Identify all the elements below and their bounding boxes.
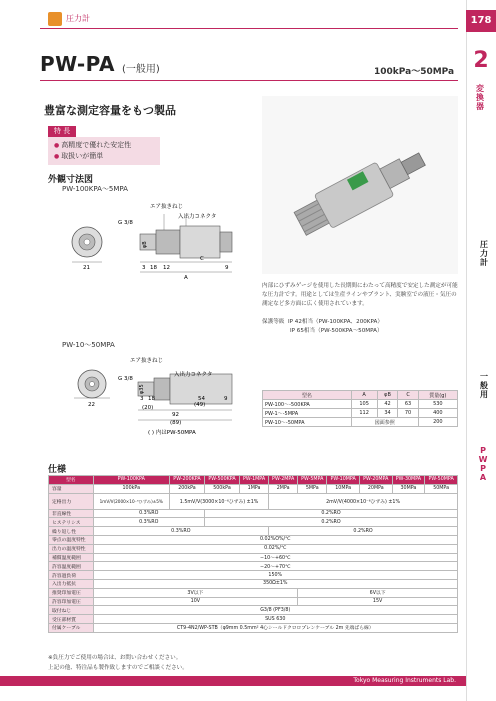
tab-model: PWPA bbox=[478, 446, 488, 482]
paren-note: ( ) 内はPW-50MPA bbox=[148, 430, 196, 436]
dim-label: (20) bbox=[142, 405, 154, 411]
page-subtitle: (一般用) bbox=[122, 64, 160, 75]
feature-item: ● 取扱いが簡単 bbox=[54, 151, 154, 162]
table-row bbox=[49, 597, 458, 606]
table-row bbox=[49, 562, 458, 571]
dim-label: 9 bbox=[225, 265, 229, 271]
table-cell: 5MPa bbox=[298, 484, 327, 493]
row-label: ヒステリシス bbox=[49, 518, 94, 527]
table-cell: 2mV/V(4000×10⁻⁶ひずみ) ±1% bbox=[269, 493, 458, 509]
table-cell: 1mV/V(2000×10⁻⁶ひずみ)±5% bbox=[93, 493, 169, 509]
dimension-drawing-2 bbox=[60, 354, 250, 444]
table-cell: CT9-4N2/WP-STB（φ9mm 0.5mm² 4心シールドクロロプレンケーブル 2m 先端ばら線） bbox=[93, 623, 457, 632]
tab-general: 一般用 bbox=[480, 372, 488, 399]
row-label: 出力の温度特性 bbox=[49, 544, 94, 553]
table-cell: PW-10〜-50MPA bbox=[263, 418, 352, 427]
table-cell: PW-100〜-500KPA bbox=[263, 400, 352, 409]
table-cell: 42 bbox=[377, 400, 398, 409]
dim-label: 21 bbox=[83, 265, 90, 271]
table-row bbox=[49, 518, 458, 527]
table-cell: 150% bbox=[93, 571, 457, 580]
table-header: PW-500KPA bbox=[204, 476, 239, 485]
note-line: 上記の他、特注品も製作致しますのでご相談ください。 bbox=[48, 665, 188, 671]
table-cell: 0.2%RO bbox=[204, 509, 457, 518]
table-header: A bbox=[351, 391, 377, 400]
table-cell: 500kPa bbox=[204, 484, 239, 493]
table-cell: 0.3%RO bbox=[93, 527, 269, 536]
row-label: 入出力抵抗 bbox=[49, 579, 94, 588]
table-row bbox=[49, 588, 458, 597]
capacity-range: 100kPa〜50MPa bbox=[374, 67, 455, 77]
table-cell: 2MPa bbox=[269, 484, 298, 493]
table-header: 質量(g) bbox=[418, 391, 457, 400]
model-range-2: PW-10〜50MPA bbox=[62, 341, 115, 349]
table-header: 型名 bbox=[263, 391, 352, 400]
table-cell: PW-1〜-5MPA bbox=[263, 409, 352, 418]
row-label: 容量 bbox=[49, 484, 94, 493]
dim-label: エア抜きねじ bbox=[150, 204, 184, 210]
header-rule bbox=[40, 28, 458, 29]
table-cell: 0.3%RO bbox=[93, 509, 204, 518]
table-cell: 105 bbox=[351, 400, 377, 409]
table-row bbox=[49, 509, 458, 518]
table-row bbox=[49, 527, 458, 536]
dim-label: 18 bbox=[150, 265, 157, 271]
row-label: 繰り返し性 bbox=[49, 527, 94, 536]
protection-line2: IP 65相当（PW-500KPA〜50MPA） bbox=[290, 328, 383, 334]
dim-label: 3 bbox=[142, 265, 146, 271]
row-label: 非直線性 bbox=[49, 509, 94, 518]
spec-table bbox=[48, 475, 458, 633]
table-cell: 1MPa bbox=[240, 484, 269, 493]
table-header: PW-30MPA bbox=[392, 476, 425, 485]
footer-company: Tokyo Measuring Instruments Lab. bbox=[353, 677, 456, 684]
row-label: 許容過負荷 bbox=[49, 571, 94, 580]
table-row bbox=[49, 535, 458, 544]
dim-label: (89) bbox=[170, 420, 182, 426]
table-cell: SUS 630 bbox=[93, 615, 457, 624]
table-header: PW-50MPA bbox=[425, 476, 458, 485]
dim-label: C bbox=[200, 256, 204, 262]
table-header: PW-5MPA bbox=[298, 476, 327, 485]
table-cell: 530 bbox=[418, 400, 457, 409]
feature-item: ● 高精度で優れた安定性 bbox=[54, 140, 154, 151]
table-row bbox=[263, 400, 458, 409]
pressure-gauge-icon bbox=[48, 12, 62, 26]
table-cell: 3V以下 bbox=[93, 588, 298, 597]
table-header: PW-100KPA bbox=[93, 476, 169, 485]
row-label: 付属ケーブル bbox=[49, 623, 94, 632]
page-number: 178 bbox=[466, 10, 496, 32]
dim-label: エア抜きねじ bbox=[130, 358, 164, 364]
table-cell: 20MPa bbox=[359, 484, 392, 493]
spec-heading: 仕様 bbox=[48, 465, 67, 475]
table-cell: 15V bbox=[298, 597, 458, 606]
dim-label: 18 bbox=[148, 396, 155, 402]
table-header: PW-10MPA bbox=[327, 476, 360, 485]
dim-label: 92 bbox=[172, 412, 179, 418]
table-cell: 0.2%RO bbox=[204, 518, 457, 527]
table-cell: 350Ω±1% bbox=[93, 579, 457, 588]
table-cell: 1.5mV/V(3000×10⁻⁶ひずみ) ±1% bbox=[169, 493, 268, 509]
table-cell: 0.3%RO bbox=[93, 518, 204, 527]
dim-label: G 3/8 bbox=[118, 220, 133, 226]
dim-label: 54 bbox=[198, 396, 205, 402]
table-cell: 0.02%/℃ bbox=[93, 544, 457, 553]
table-header: φB bbox=[377, 391, 398, 400]
table-header: C bbox=[398, 391, 418, 400]
dim-label: A bbox=[184, 275, 188, 281]
table-cell: 100kPa bbox=[93, 484, 169, 493]
dim-label: φ35 bbox=[139, 384, 145, 394]
tab-pressure: 圧力計 bbox=[480, 240, 488, 267]
dim-label: 入出力コネクタ bbox=[174, 372, 213, 378]
table-cell: 50MPa bbox=[425, 484, 458, 493]
dim-label: G 3/8 bbox=[118, 376, 133, 382]
table-row bbox=[49, 606, 458, 615]
table-cell: 0.2%RO bbox=[269, 527, 458, 536]
table-cell: 10V bbox=[93, 597, 298, 606]
product-description: 内部にひずみゲージを使用した長期間にわたって高精度で安定した測定が可能な圧力計です。用途としては生産ラインやプラント、実験室での液圧・気圧の測定など多方面に広く使用されています。 bbox=[262, 283, 458, 307]
dimension-drawing-1 bbox=[60, 196, 250, 286]
table-cell: 70 bbox=[398, 409, 418, 418]
table-cell: −20〜+70℃ bbox=[93, 562, 457, 571]
table-cell: 200 bbox=[418, 418, 457, 427]
table-row bbox=[49, 571, 458, 580]
features-tag: 特 長 bbox=[48, 126, 76, 137]
row-label: 定格出力 bbox=[49, 493, 94, 509]
headline: 豊富な測定容量をもつ製品 bbox=[44, 104, 176, 117]
table-cell: −10〜+60℃ bbox=[93, 553, 457, 562]
table-header: 型名 bbox=[49, 476, 94, 485]
model-range-1: PW-100KPA〜5MPA bbox=[62, 185, 128, 193]
dim-label: φB bbox=[142, 241, 148, 248]
dim-label: 12 bbox=[163, 265, 170, 271]
table-row bbox=[49, 579, 458, 588]
chapter-number: 2 bbox=[473, 48, 489, 73]
table-cell: 112 bbox=[351, 409, 377, 418]
dim-label: 9 bbox=[224, 396, 228, 402]
dim-label: (49) bbox=[194, 402, 206, 408]
table-cell: 6V以下 bbox=[298, 588, 458, 597]
table-cell: 0.02%O%/℃ bbox=[93, 535, 457, 544]
table-header: PW-20MPA bbox=[359, 476, 392, 485]
table-cell: 図面参照 bbox=[351, 418, 418, 427]
table-row bbox=[263, 409, 458, 418]
table-cell: 10MPa bbox=[327, 484, 360, 493]
protection-label: 保護等級 bbox=[262, 319, 285, 325]
model-dimension-table bbox=[262, 390, 458, 427]
row-label: 推奨印加電圧 bbox=[49, 588, 94, 597]
chapter-title: 変換器 bbox=[476, 84, 484, 111]
table-row bbox=[263, 418, 458, 427]
table-header: PW-1MPA bbox=[240, 476, 269, 485]
table-cell: 34 bbox=[377, 409, 398, 418]
table-cell: G3/8 (PF3/8) bbox=[93, 606, 457, 615]
dimensions-heading: 外観寸法図 bbox=[48, 175, 94, 185]
title-rule bbox=[40, 80, 458, 81]
table-row bbox=[49, 544, 458, 553]
table-header: PW-200KPA bbox=[169, 476, 204, 485]
row-label: 許容温度範囲 bbox=[49, 562, 94, 571]
table-row bbox=[49, 553, 458, 562]
table-row bbox=[49, 615, 458, 624]
row-label: 補償温度範囲 bbox=[49, 553, 94, 562]
table-cell: 400 bbox=[418, 409, 457, 418]
row-label: 受圧部材質 bbox=[49, 615, 94, 624]
table-row bbox=[49, 484, 458, 493]
table-cell: 63 bbox=[398, 400, 418, 409]
dim-label: 入出力コネクタ bbox=[178, 214, 217, 220]
product-photo bbox=[262, 96, 458, 274]
protection-line1: IP 42相当（PW-100KPA、200KPA） bbox=[287, 319, 383, 325]
protection-rating bbox=[262, 318, 383, 336]
row-label: 取付ねじ bbox=[49, 606, 94, 615]
dim-label: 22 bbox=[88, 402, 95, 408]
page-title: PW-PA bbox=[40, 52, 115, 76]
features-box bbox=[48, 137, 160, 165]
row-label: 許容印加電圧 bbox=[49, 597, 94, 606]
row-label: 零点の温度特性 bbox=[49, 535, 94, 544]
table-cell: 30MPa bbox=[392, 484, 425, 493]
header-category: 圧力計 bbox=[66, 14, 90, 23]
note-line: ※負圧力でご使用の場合は、お問い合わせください。 bbox=[48, 655, 182, 661]
table-cell: 200kPa bbox=[169, 484, 204, 493]
table-row bbox=[49, 493, 458, 509]
dim-label: 3 bbox=[140, 396, 144, 402]
table-row bbox=[49, 623, 458, 632]
table-header: PW-2MPA bbox=[269, 476, 298, 485]
